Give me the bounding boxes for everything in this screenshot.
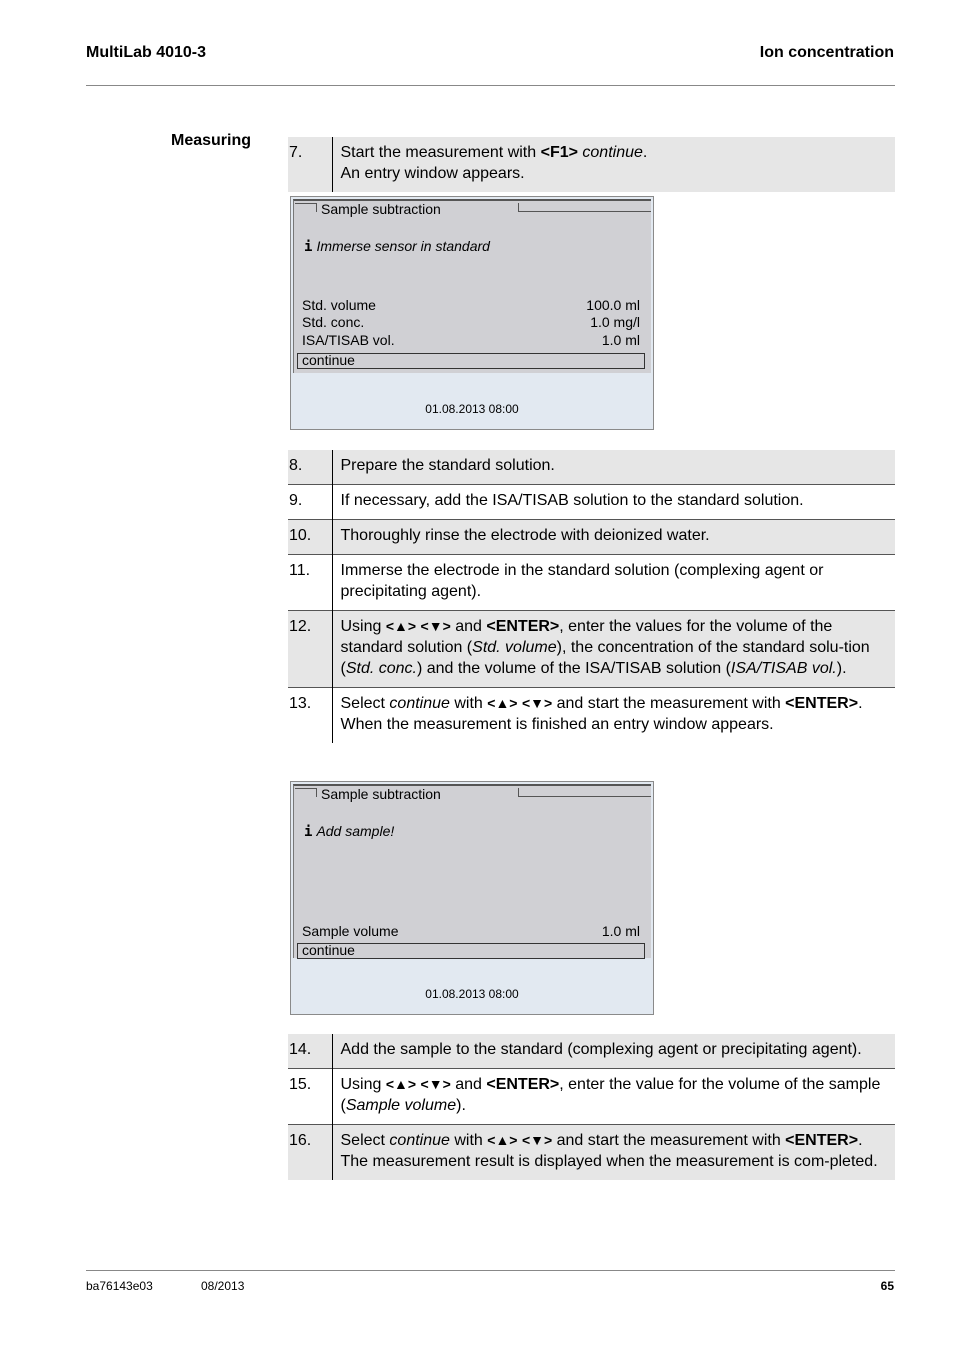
page-number: 65 <box>880 1279 894 1293</box>
down-arrow-key: <▼> <box>420 1076 451 1092</box>
step-table-7 <box>288 137 895 192</box>
down-arrow-key: <▼> <box>521 1132 553 1148</box>
step-row <box>288 1034 895 1069</box>
footer-rule <box>86 1270 895 1271</box>
step-row <box>288 485 895 520</box>
step-row <box>288 1125 895 1181</box>
running-header-section: Ion concentration <box>759 44 894 61</box>
step-row <box>288 611 895 688</box>
footer-doc-id: ba76143e03 <box>86 1279 153 1293</box>
step-table-8-13 <box>288 450 895 743</box>
step-text: Add the sample to the standard (complexing agent or precipitating agent). <box>332 1034 895 1069</box>
up-arrow-key: <▲> <box>487 1132 518 1148</box>
step-number: 12. <box>288 611 332 688</box>
continue-button[interactable]: continue <box>297 353 645 369</box>
step-row <box>288 1069 895 1125</box>
step-number: 16. <box>288 1125 332 1181</box>
display-screen <box>293 199 651 373</box>
running-header-title: MultiLab 4010-3 <box>86 44 207 61</box>
header-rule <box>86 85 895 86</box>
step-text: If necessary, add the ISA/TISAB solution to the standard solution. <box>332 485 895 520</box>
step-number: 10. <box>288 520 332 555</box>
setting-row[interactable]: Std. volume 100.0 ml <box>302 297 640 313</box>
info-icon: i <box>304 824 313 840</box>
down-arrow-key: <▼> <box>420 618 451 634</box>
step-number: 14. <box>288 1034 332 1069</box>
display-info: i Add sample! <box>304 823 395 840</box>
step-row <box>288 555 895 611</box>
step-text: Using <▲> <▼> and <ENTER>, enter the value for the volume of the sample (Sample volume). <box>332 1069 895 1125</box>
step-row <box>288 450 895 485</box>
step-number: 11. <box>288 555 332 611</box>
device-display <box>290 781 654 1015</box>
step-text: Select continue with <▲> <▼> and start the measurement with <ENTER>. When the measurement is finished an entry window appears. <box>332 688 895 744</box>
step-text: Using <▲> <▼> and <ENTER>, enter the values for the volume of the standard solution (Std. volume), the concentration of the standard solu-tion (Std. conc.) and the volume of the ISA/TISAB solution (ISA/TISAB vol.). <box>332 611 895 688</box>
up-arrow-key: <▲> <box>385 1076 417 1092</box>
step-text: Prepare the standard solution. <box>332 450 895 485</box>
step-row <box>288 137 895 192</box>
setting-row[interactable]: Sample volume 1.0 ml <box>302 923 640 939</box>
info-icon: i <box>304 239 313 255</box>
step-number: 7. <box>288 137 332 192</box>
continue-button[interactable]: continue <box>297 943 645 959</box>
step-number: 8. <box>288 450 332 485</box>
display-screen <box>293 784 651 958</box>
step-text: Immerse the electrode in the standard solution (complexing agent or precipitating agent). <box>332 555 895 611</box>
down-arrow-key: <▼> <box>521 695 553 711</box>
step-row <box>288 688 895 744</box>
step-number: 13. <box>288 688 332 744</box>
step-text: Thoroughly rinse the electrode with deionized water. <box>332 520 895 555</box>
footer-date: 08/2013 <box>201 1279 245 1293</box>
display-title: Sample subtraction <box>321 786 441 802</box>
step-row <box>288 520 895 555</box>
display-info: i Immerse sensor in standard <box>304 238 490 255</box>
step-number: 15. <box>288 1069 332 1125</box>
display-datetime: 01.08.2013 08:00 <box>425 987 519 1001</box>
step-text: Start the measurement with <F1> continue. An entry window appears. <box>332 137 895 192</box>
side-heading: Measuring <box>171 132 252 149</box>
display-datetime: 01.08.2013 08:00 <box>425 402 519 416</box>
up-arrow-key: <▲> <box>487 695 518 711</box>
up-arrow-key: <▲> <box>385 618 417 634</box>
setting-row[interactable]: ISA/TISAB vol. 1.0 ml <box>302 332 640 348</box>
setting-row[interactable]: Std. conc. 1.0 mg/l <box>302 314 640 330</box>
display-title: Sample subtraction <box>321 201 441 217</box>
step-table-14-16 <box>288 1034 895 1180</box>
step-number: 9. <box>288 485 332 520</box>
device-display <box>290 196 654 430</box>
step-text: Select continue with <▲> <▼> and start the measurement with <ENTER>. The measurement result is displayed when the measurement is com-pleted. <box>332 1125 895 1181</box>
